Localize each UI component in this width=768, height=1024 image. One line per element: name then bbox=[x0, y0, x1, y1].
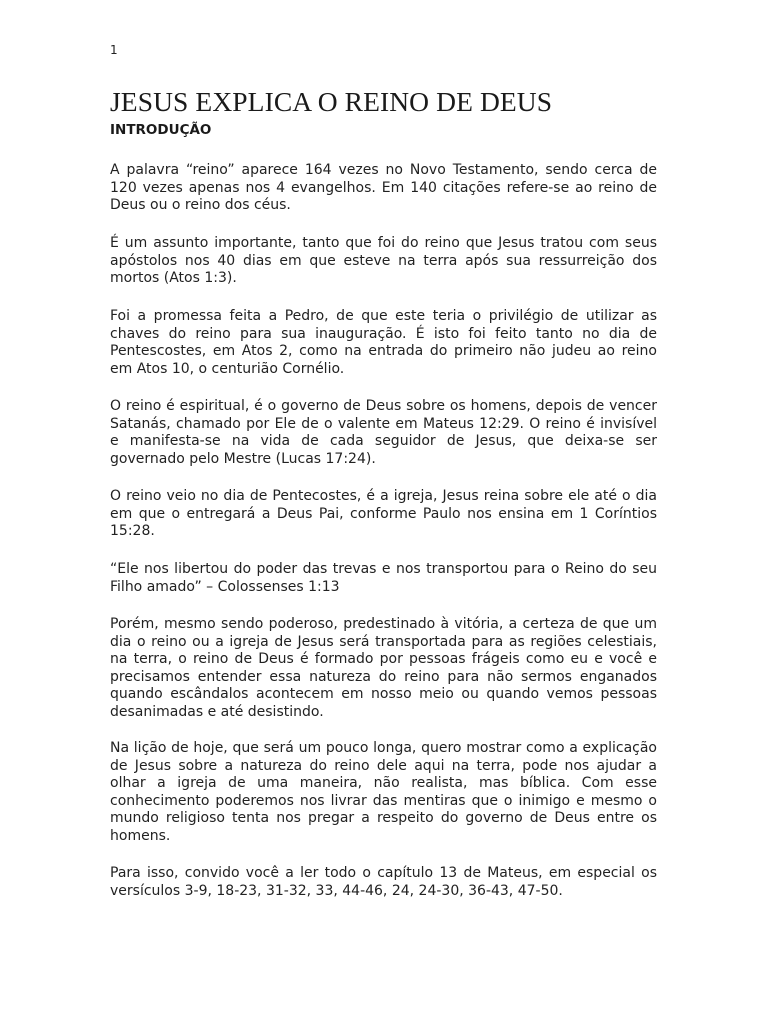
paragraph-8: Na lição de hoje, que será um pouco longa, quero mostrar como a explicação de Jesus sobre a natureza do reino dele aqui na terra, pode nos ajudar a olhar a igreja de uma maneira, não realista, mas bíblica. Com esse conhecimento poderemos nos livrar das mentiras que o inimigo e mesmo o mundo religioso tenta nos pregar a respeito do governo de Deus entre os homens. bbox=[110, 740, 657, 844]
paragraph-5: O reino veio no dia de Pentecostes, é a igreja, Jesus reina sobre ele até o dia em que o entregará a Deus Pai, conforme Paulo nos ensina em 1 Coríntios 15:28. bbox=[110, 488, 657, 539]
paragraph-2: É um assunto importante, tanto que foi do reino que Jesus tratou com seus apóstolos nos 40 dias em que esteve na terra após sua ressurreição dos mortos (Atos 1:3). bbox=[110, 235, 657, 286]
paragraph-4: O reino é espiritual, é o governo de Deus sobre os homens, depois de vencer Satanás, chamado por Ele de o valente em Mateus 12:29. O reino é invisível e manifesta-se na vida de cada seguidor de Jesus, que deixa-se ser governado pelo Mestre (Lucas 17:24). bbox=[110, 398, 657, 467]
paragraph-9: Para isso, convido você a ler todo o capítulo 13 de Mateus, em especial os versículos 3-9, 18-23, 31-32, 33, 44-46, 24, 24-30, 36-43, 47-50. bbox=[110, 865, 657, 899]
paragraph-7: Porém, mesmo sendo poderoso, predestinado à vitória, a certeza de que um dia o reino ou a igreja de Jesus será transportada para as regiões celestiais, na terra, o reino de Deus é formado por pessoas frágeis como eu e você e precisamos entender essa natureza do reino para não sermos enganados quando escândalos acontecem em nosso meio ou quando vemos pessoas desanimadas e até desistindo. bbox=[110, 616, 657, 720]
paragraph-1: A palavra “reino” aparece 164 vezes no Novo Testamento, sendo cerca de 120 vezes apenas nos 4 evangelhos. Em 140 citações refere-se ao reino de Deus ou o reino dos céus. bbox=[110, 162, 657, 213]
paragraph-6: “Ele nos libertou do poder das trevas e nos transportou para o Reino do seu Filho amado” – Colossenses 1:13 bbox=[110, 561, 657, 595]
document-title: JESUS EXPLICA O REINO DE DEUS bbox=[110, 86, 553, 117]
page-number: 1 bbox=[110, 43, 118, 57]
paragraph-3: Foi a promessa feita a Pedro, de que este teria o privilégio de utilizar as chaves do reino para sua inauguração. É isto foi feito tanto no dia de Pentescostes, em Atos 2, como na entrada do primeiro não judeu ao reino em Atos 10, o centurião Cornélio. bbox=[110, 308, 657, 377]
section-heading: INTRODUÇÃO bbox=[110, 122, 212, 138]
